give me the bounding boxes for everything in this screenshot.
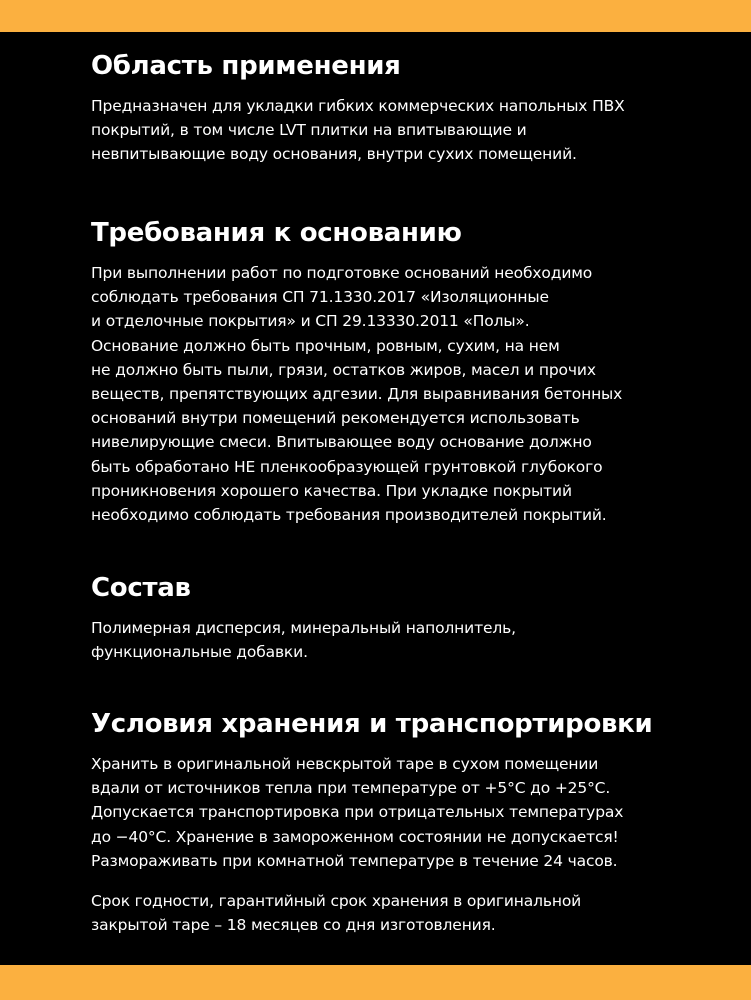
section-title: Требования к основанию (91, 218, 462, 248)
text-line: вдали от источников тепла при температуре от +5°C до +25°C. (91, 779, 611, 798)
section-title: Область применения (91, 51, 401, 81)
section-text (91, 752, 731, 873)
text-line: необходимо соблюдать требования производителей покрытий. (91, 506, 607, 525)
text-line: функциональные добавки. (91, 643, 308, 662)
section-text (91, 94, 731, 167)
text-line: При выполнении работ по подготовке оснований необходимо (91, 264, 593, 282)
text-line: веществ, препятствующих адгезии. Для выравнивания бетонных (91, 385, 623, 404)
section-composition (91, 572, 731, 664)
text-line: проникновения хорошего качества. При укладке покрытий (91, 481, 572, 500)
text-line: Полимерная дисперсия, минеральный наполнитель, (91, 619, 516, 637)
text-line: Допускается транспортировка при отрицательных температурах (91, 803, 624, 822)
text-line: до −40°C. Хранение в замороженном состоянии не допускается! (91, 827, 619, 846)
text-line: Размораживать при комнатной температуре в течение 24 часов. (91, 851, 618, 870)
text-line: быть обработано НЕ пленкообразующей грунтовкой глубокого (91, 457, 603, 476)
section-text (91, 616, 731, 664)
text-line: покрытий, в том числе LVT плитки на впитывающие и (91, 121, 527, 140)
section-storage-transport (91, 708, 731, 937)
section-text (91, 261, 731, 527)
section-application (91, 50, 731, 167)
text-line: Предназначен для укладки гибких коммерческих напольных ПВХ (91, 97, 625, 115)
text-line: нивелирующие смеси. Впитывающее воду основание должно (91, 433, 592, 452)
shelf-life-text (91, 889, 731, 937)
text-line: не должно быть пыли, грязи, остатков жиров, масел и прочих (91, 360, 596, 379)
section-title: Условия хранения и транспортировки (91, 709, 653, 739)
text-line: невпитывающие воду основания, внутри сухих помещений. (91, 145, 577, 164)
text-line: и отделочные покрытия» и СП 29.13330.2011 «Полы». (91, 312, 530, 331)
section-title: Состав (91, 573, 191, 603)
section-substrate-requirements (91, 217, 731, 527)
text-line: Основание должно быть прочным, ровным, сухим, на нем (91, 336, 560, 355)
text-line: соблюдать требования СП 71.1330.2017 «Изоляционные (91, 288, 549, 307)
text-line: Срок годности, гарантийный срок хранения в оригинальной (91, 892, 582, 911)
text-line: закрытой таре – 18 месяцев со дня изготовления. (91, 916, 496, 935)
text-line: Хранить в оригинальной невскрытой таре в сухом помещении (91, 755, 599, 773)
text-line: оснований внутри помещений рекомендуется использовать (91, 409, 580, 428)
